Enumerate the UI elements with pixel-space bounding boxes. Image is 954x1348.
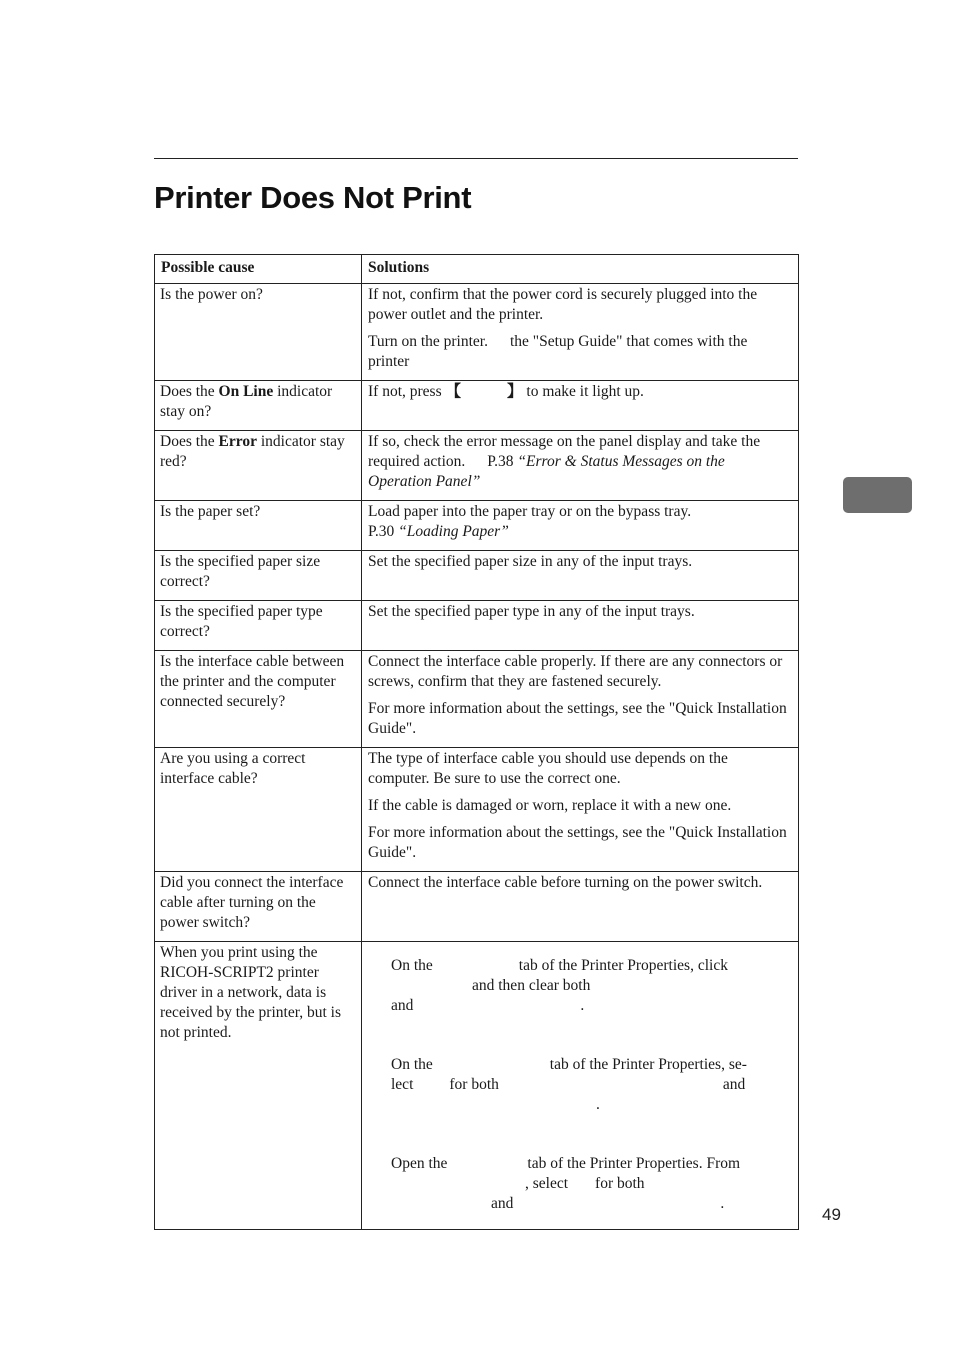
table-row: [155, 501, 799, 551]
spacer: [368, 1016, 792, 1055]
header-rule: [154, 158, 798, 159]
solution-fragment: and then clear both: [472, 977, 591, 994]
solution-line: [391, 956, 792, 976]
page-number: 49: [822, 1205, 841, 1224]
solution-block-2: [368, 1055, 792, 1115]
cause-cell: [155, 601, 362, 651]
solution-text: Connect the interface cable properly. If there are any connectors or screws, confirm that they are fastened securely.: [368, 653, 783, 690]
cause-text: Did you connect the interface cable after turning on the power switch?: [160, 874, 344, 931]
cause-text: Does the: [160, 433, 219, 450]
solution-fragment: .: [596, 1096, 600, 1113]
solution-cell: [362, 601, 799, 651]
table-header-row: [155, 255, 799, 284]
solution-text: If so, check the error message on the panel display and take the required action.: [368, 433, 761, 470]
solution-fragment: tab of the Printer Properties, click: [518, 957, 728, 974]
error-indicator-label: Error: [218, 433, 257, 450]
solution-fragment: lect: [391, 1076, 414, 1093]
solution-line: [391, 976, 792, 996]
solution-text: If the cable is damaged or worn, replace it with a new one.: [368, 797, 732, 814]
solution-cell: [362, 872, 799, 942]
key-bracket-open-icon: 【: [445, 383, 462, 400]
cause-text: indicator stay red?: [160, 433, 345, 470]
page-reference[interactable]: P.38: [487, 453, 514, 470]
cause-cell: [155, 872, 362, 942]
solution-block-1: [368, 956, 792, 1016]
solution-text: Set the specified paper type in any of the input trays.: [368, 603, 695, 620]
solution-cell: [362, 501, 799, 551]
solution-fragment: tab of the Printer Properties. From: [527, 1155, 741, 1172]
solution-cell: [362, 431, 799, 501]
cause-cell: [155, 942, 362, 1230]
cause-text: Is the paper set?: [160, 503, 261, 520]
solution-fragment: to make it light up.: [526, 383, 644, 400]
table-row: [155, 651, 799, 748]
solution-line: [391, 1174, 792, 1194]
table-row: [155, 381, 799, 431]
solution-fragment: for both: [449, 1076, 499, 1093]
solution-fragment: the "Setup Guide" that comes with the printer: [368, 333, 748, 370]
solution-cell: [362, 651, 799, 748]
solution-line: [391, 1075, 792, 1095]
header-possible-cause: Possible cause: [155, 255, 362, 284]
key-bracket-close-icon: 】: [507, 383, 523, 400]
cause-cell: [155, 501, 362, 551]
cause-cell: [155, 381, 362, 431]
solution-fragment: .: [720, 1195, 725, 1212]
solution-cell: [362, 942, 799, 1230]
solution-cell: [362, 284, 799, 381]
table-row: [155, 942, 799, 1230]
solution-fragment: On the: [391, 957, 433, 974]
cause-text: Is the specified paper type correct?: [160, 603, 323, 640]
solution-fragment: Turn on the printer.: [368, 333, 488, 350]
solution-text: Load paper into the paper tray or on the bypass tray.: [368, 503, 692, 520]
reference-title-link[interactable]: “Error & Status Messages on the Operation Panel”: [368, 453, 725, 490]
solution-cell: [362, 748, 799, 872]
solution-fragment: and: [391, 997, 414, 1014]
solution-text: Set the specified paper size in any of the input trays.: [368, 553, 693, 570]
table-row: [155, 601, 799, 651]
solution-line: [391, 996, 792, 1016]
cause-cell: [155, 431, 362, 501]
solution-fragment: for both: [595, 1175, 645, 1192]
chapter-tab-marker: [843, 477, 912, 513]
solution-text: The type of interface cable you should use depends on the computer. Be sure to use the correct one.: [368, 750, 728, 787]
on-line-indicator-label: On Line: [218, 383, 274, 400]
cause-cell: [155, 651, 362, 748]
table-row: [155, 431, 799, 501]
table-row: [155, 748, 799, 872]
solution-text: For more information about the settings, see the "Quick Installation Guide".: [368, 824, 787, 861]
solution-line: [391, 1154, 792, 1174]
header-solutions: Solutions: [362, 255, 799, 284]
solution-cell: [362, 551, 799, 601]
table-row: [155, 872, 799, 942]
solution-block-3: [368, 1154, 792, 1214]
cause-cell: [155, 551, 362, 601]
solution-text: Connect the interface cable before turning on the power switch.: [368, 874, 763, 891]
solution-line: [391, 1194, 792, 1214]
solution-fragment: On the: [391, 1056, 433, 1073]
solution-fragment: If not, press: [368, 383, 442, 400]
troubleshooting-table: [154, 254, 799, 1230]
solution-text: [368, 332, 792, 372]
spacer: [368, 1115, 792, 1154]
solution-text: If not, confirm that the power cord is securely plugged into the power outlet and the printer.: [368, 286, 758, 323]
cause-text: When you print using the RICOH-SCRIPT2 printer driver in a network, data is received by the printer, but is not printed.: [160, 944, 342, 1041]
cause-text: Are you using a correct interface cable?: [160, 750, 306, 787]
page-reference[interactable]: P.30: [368, 523, 395, 540]
table-row: [155, 284, 799, 381]
cause-cell: [155, 748, 362, 872]
solution-fragment: Open the: [391, 1155, 448, 1172]
page-title: Printer Does Not Print: [154, 180, 472, 215]
reference-title-link[interactable]: “Loading Paper”: [398, 523, 509, 540]
solution-cell: [362, 381, 799, 431]
cause-text: Is the interface cable between the printer and the computer connected securely?: [160, 653, 345, 710]
cause-text: Does the: [160, 383, 219, 400]
table-row: [155, 551, 799, 601]
solution-fragment: , select: [525, 1175, 569, 1192]
solution-fragment: tab of the Printer Properties, se-: [549, 1056, 747, 1073]
solution-fragment: .: [580, 997, 585, 1014]
cause-text: Is the specified paper size correct?: [160, 553, 321, 590]
solution-text: For more information about the settings, see the "Quick Installation Guide".: [368, 700, 787, 737]
solution-line: [391, 1095, 792, 1115]
solution-line: [391, 1055, 792, 1075]
cause-text: Is the power on?: [160, 286, 263, 303]
solution-fragment: and: [491, 1195, 514, 1212]
solution-fragment: and: [722, 1076, 746, 1093]
cause-text: indicator stay on?: [160, 383, 333, 420]
cause-cell: [155, 284, 362, 381]
